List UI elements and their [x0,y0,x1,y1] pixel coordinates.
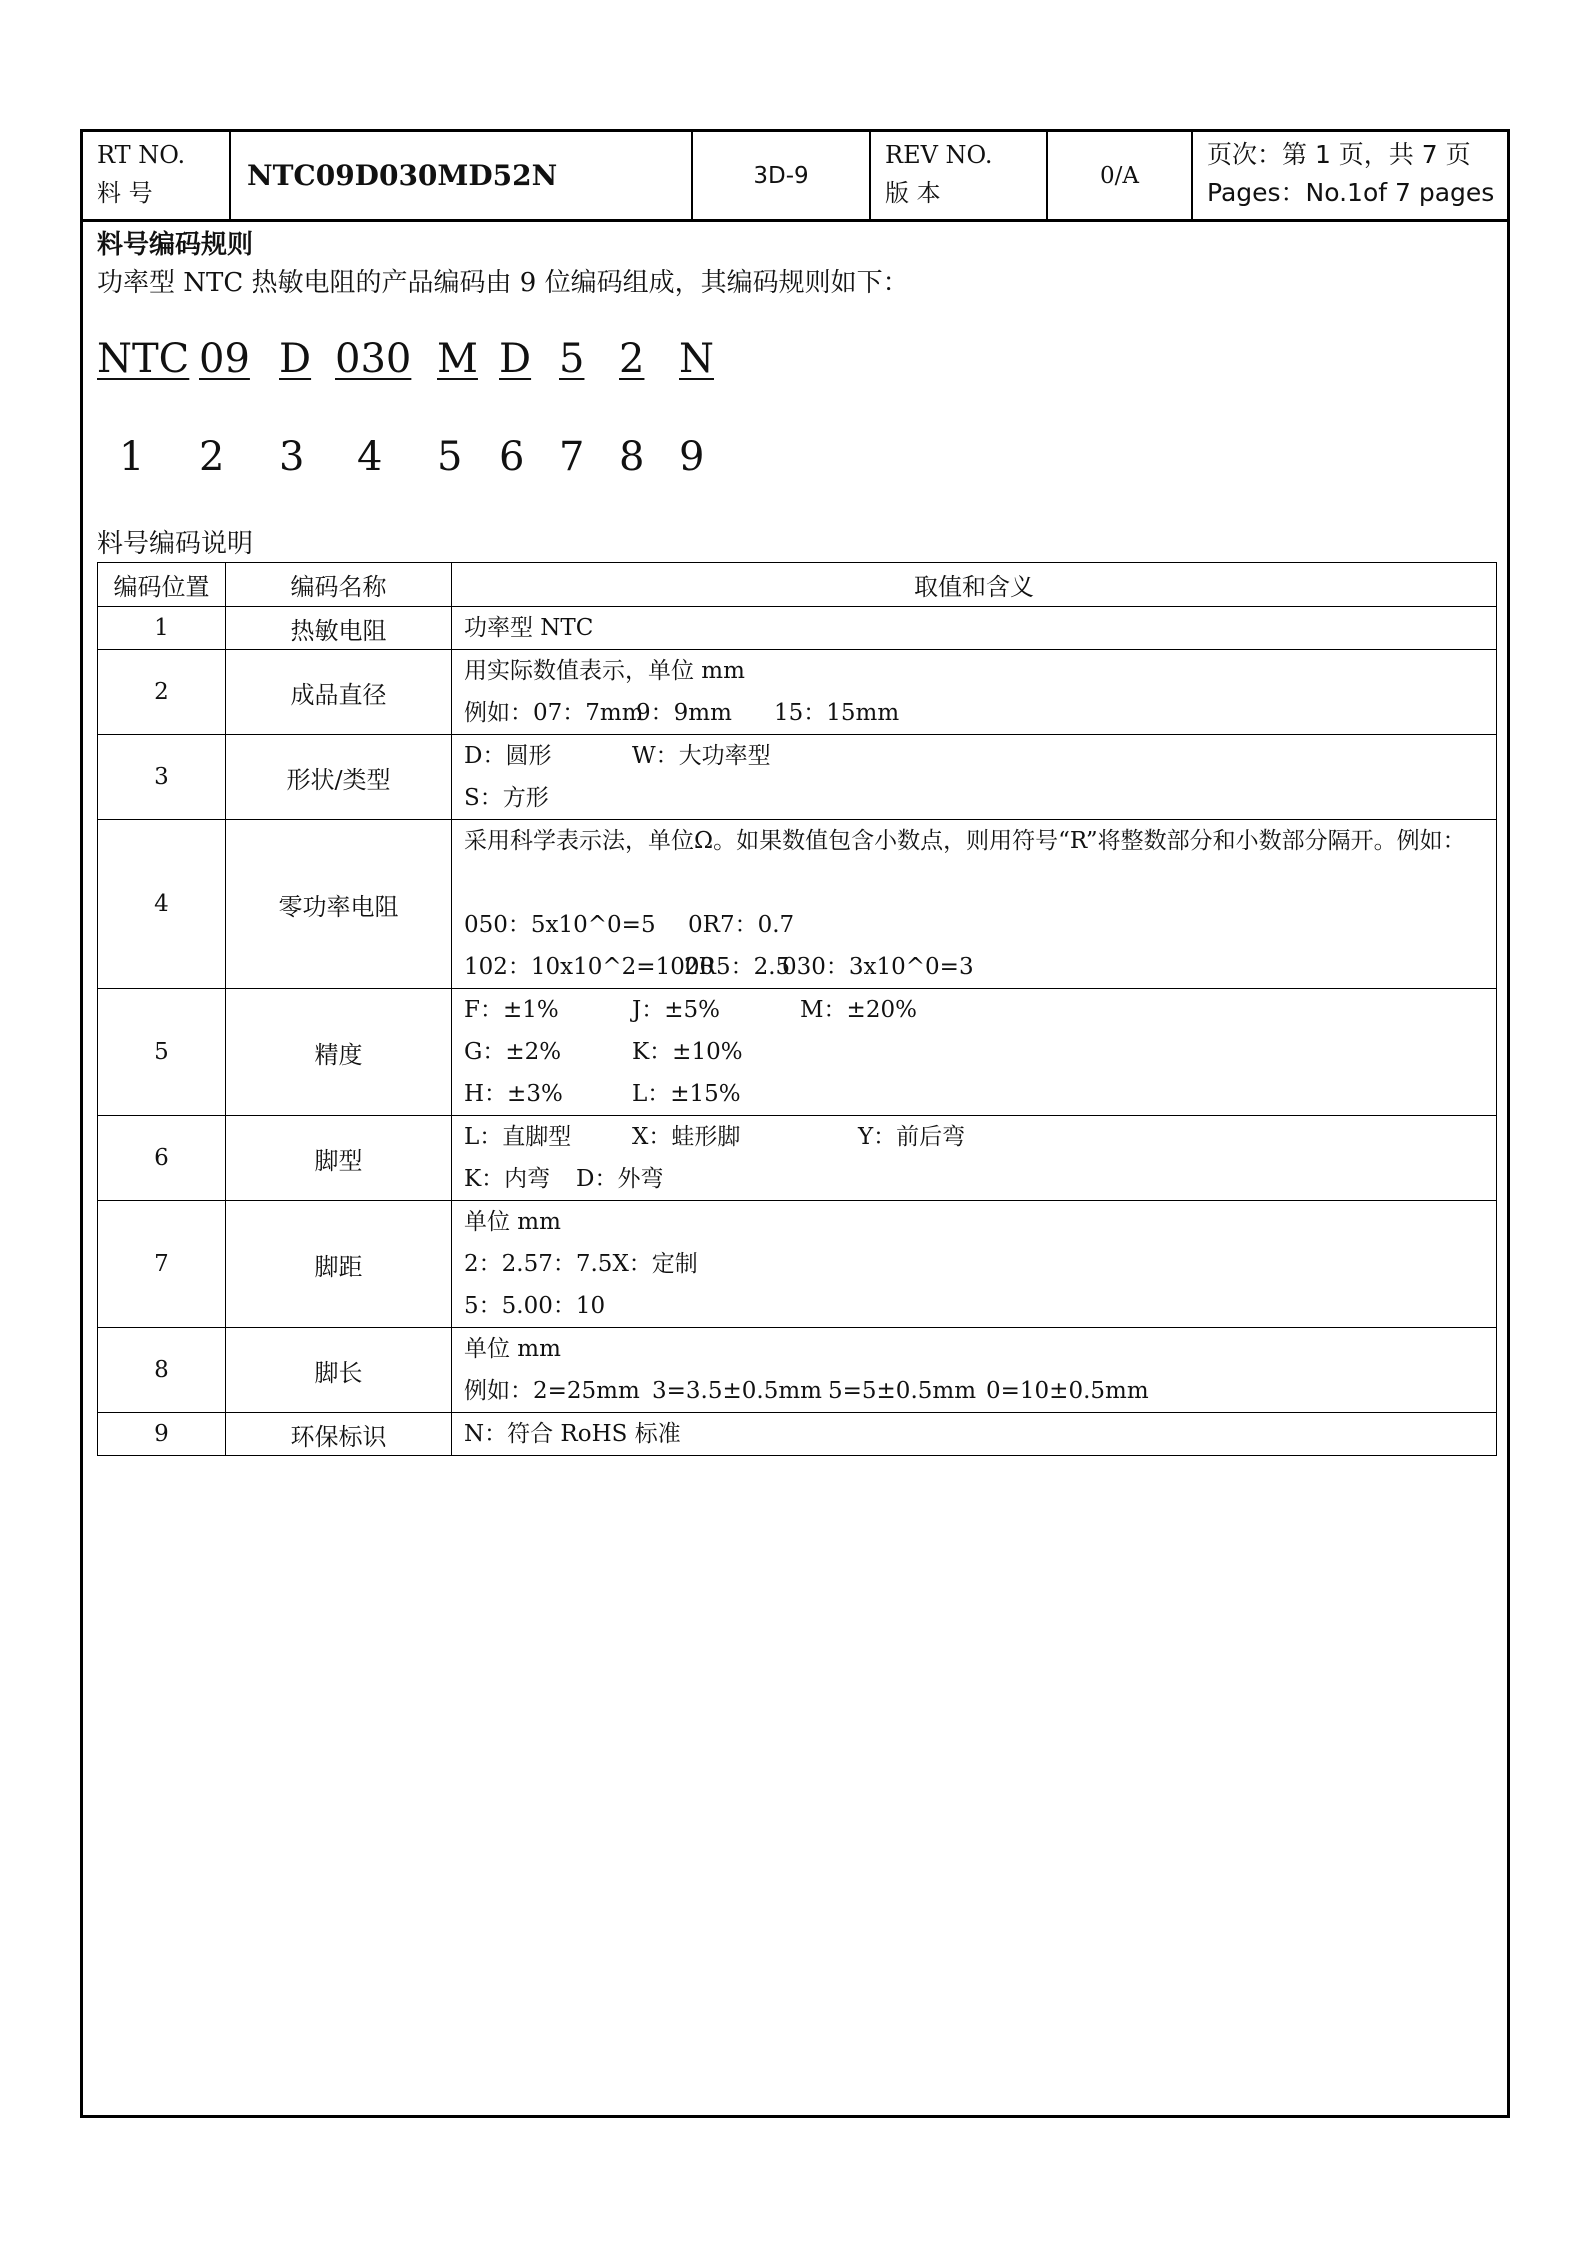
table-row [98,1116,1497,1201]
section-title: 料号编码规则 [97,230,254,260]
meaning-text: D：圆形 [464,743,552,769]
cell-position: 9 [98,1413,226,1456]
cell-position: 7 [98,1201,226,1328]
meaning-line [464,607,1496,649]
cell-name: 热敏电阻 [226,607,452,650]
meaning-text: 3=3.5±0.5mm [652,1378,822,1404]
meaning-text: 9：9mm [636,700,732,726]
doc-code: 3D-9 [753,162,809,189]
cell-meaning [452,735,1497,820]
rev-cell [1048,132,1193,219]
meaning-line [464,904,1496,946]
meaning-text: X：蛙形脚 [632,1124,741,1150]
code-part: D [499,336,532,382]
cell-meaning [452,607,1497,650]
cell-position: 8 [98,1328,226,1413]
meaning-text: K：内弯 [464,1166,551,1192]
rev-label-cell [871,132,1048,219]
code-part: 5 [559,336,585,382]
meaning-line [464,650,1496,692]
code-part: 09 [199,336,250,382]
cell-position: 6 [98,1116,226,1201]
meaning-text: 0：10 [538,1293,606,1319]
meaning-text: 030：3x10^0=3 [782,954,974,980]
table-row [98,1328,1497,1413]
document-header [83,132,1507,222]
code-position-number: 6 [499,434,525,480]
meaning-text: J：±5% [632,997,720,1023]
meaning-line [464,692,1496,734]
code-position-number: 1 [119,434,145,480]
meaning-text: L：直脚型 [464,1124,572,1150]
cell-meaning [452,989,1497,1116]
code-position-number: 3 [279,434,305,480]
page-info-en: Pages：No.1of 7 pages [1207,178,1495,207]
meaning-line [464,1285,1496,1327]
meaning-text: 例如：07：7mm [464,700,644,726]
meaning-line [464,1116,1496,1158]
meaning-line [464,1370,1496,1412]
cell-meaning [452,820,1497,989]
code-position-number: 4 [357,434,383,480]
rev-label-cn: 版 本 [885,179,941,207]
meaning-text: 2：2.5 [464,1251,539,1277]
meaning-text: 5：5.0 [464,1293,539,1319]
table-row [98,735,1497,820]
code-part: 030 [335,336,412,382]
cell-position: 3 [98,735,226,820]
meaning-text: K：±10% [632,1039,743,1065]
code-position-number: 8 [619,434,645,480]
code-position-number: 7 [559,434,585,480]
meaning-text: 用实际数值表示，单位 mm [464,658,745,684]
meaning-text: 例如：2=25mm [464,1378,640,1404]
meaning-text: 采用科学表示法，单位Ω。如果数值包含小数点，则用符号“R”将整数部分和小数部分隔开。例如： [464,828,1466,854]
table-row [98,650,1497,735]
code-part: NTC [97,336,190,382]
doc-code-cell [693,132,871,219]
meaning-line [464,1073,1496,1115]
meaning-text: 7：7.5 [538,1251,613,1277]
meaning-text: L：±15% [632,1081,741,1107]
cell-name: 脚长 [226,1328,452,1413]
rev-label-en: REV NO. [885,141,993,169]
meaning-text: W：大功率型 [632,743,771,769]
meaning-text: X：定制 [612,1251,698,1277]
table-title: 料号编码说明 [97,529,254,559]
part-label-cell [83,132,231,219]
meaning-line [464,1328,1496,1370]
cell-name: 环保标识 [226,1413,452,1456]
part-number-cell [231,132,693,219]
meaning-text: H：±3% [464,1081,563,1107]
cell-name: 精度 [226,989,452,1116]
meaning-text: 102：10x10^2=1000 [464,954,715,980]
meaning-text: 单位 mm [464,1336,561,1362]
cell-position: 5 [98,989,226,1116]
cell-name: 脚型 [226,1116,452,1201]
cell-name: 零功率电阻 [226,820,452,989]
code-part: 2 [619,336,645,382]
meaning-text: G：±2% [464,1039,562,1065]
meaning-text: 0=10±0.5mm [986,1378,1149,1404]
table-row [98,989,1497,1116]
table-row [98,607,1497,650]
table-row [98,1201,1497,1328]
meaning-line [464,1201,1496,1243]
cell-meaning [452,1413,1497,1456]
part-number: NTC09D030MD52N [247,159,558,192]
revision: 0/A [1100,162,1139,189]
meaning-line [464,1031,1496,1073]
page-info-cn: 页次：第 1 页，共 7 页 [1207,140,1471,169]
header-position: 编码位置 [98,563,226,607]
meaning-text: S：方形 [464,785,549,811]
meaning-text: N：符合 RoHS 标准 [464,1421,681,1447]
meaning-line [464,1158,1496,1200]
meaning-line [464,777,1496,819]
meaning-line [464,989,1496,1031]
meaning-text: 15：15mm [774,700,900,726]
meaning-text: 2R5：2.5 [684,954,791,980]
meaning-text: D：外弯 [576,1166,664,1192]
cell-meaning [452,650,1497,735]
meaning-line [464,1413,1496,1455]
meaning-text: M：±20% [800,997,917,1023]
code-position-number: 5 [437,434,463,480]
table-header-row [98,563,1497,607]
cell-name: 形状/类型 [226,735,452,820]
part-label-en: RT NO. [97,141,186,169]
meaning-text: 050：5x10^0=5 [464,912,656,938]
meaning-text: 0R7：0.7 [688,912,795,938]
meaning-text: 5=5±0.5mm [828,1378,977,1404]
code-part: N [679,336,714,382]
intro-text: 功率型 NTC 热敏电阻的产品编码由 9 位编码组成，其编码规则如下： [97,268,909,298]
cell-meaning [452,1201,1497,1328]
meaning-line [464,820,1496,904]
cell-position: 4 [98,820,226,989]
header-name: 编码名称 [226,563,452,607]
code-part: M [437,336,478,382]
cell-name: 成品直径 [226,650,452,735]
meaning-text: 功率型 NTC [464,615,594,641]
table-row [98,820,1497,989]
cell-meaning [452,1116,1497,1201]
document-frame [80,129,1510,2118]
meaning-text: 单位 mm [464,1209,561,1235]
cell-position: 2 [98,650,226,735]
cell-meaning [452,1328,1497,1413]
code-position-number: 2 [199,434,225,480]
coding-rules-table [97,562,1497,1456]
page-info-cell [1193,132,1507,219]
meaning-line [464,735,1496,777]
meaning-line [464,946,1496,988]
code-part: D [279,336,312,382]
meaning-text: Y：前后弯 [858,1124,966,1150]
table-row [98,1413,1497,1456]
code-position-number: 9 [679,434,705,480]
meaning-text: F：±1% [464,997,559,1023]
header-meaning: 取值和含义 [452,563,1497,607]
cell-position: 1 [98,607,226,650]
cell-name: 脚距 [226,1201,452,1328]
meaning-line [464,1243,1496,1285]
part-label-cn: 料 号 [97,179,153,207]
